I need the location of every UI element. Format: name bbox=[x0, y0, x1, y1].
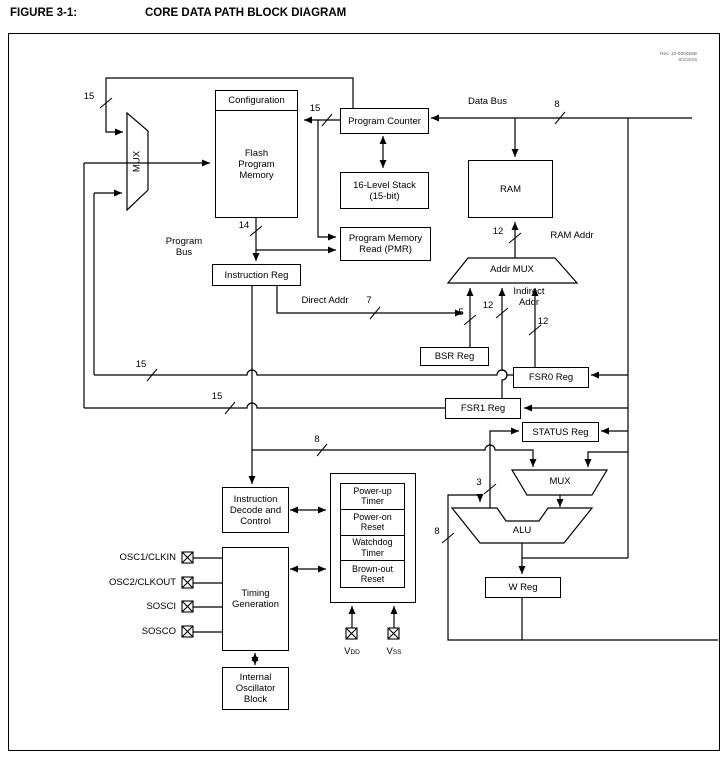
sosco-pin-icon bbox=[182, 626, 193, 637]
bus-width-fsr0-line: 15 bbox=[135, 359, 147, 370]
status-reg-block: STATUS Reg bbox=[522, 422, 599, 442]
brown-out-reset-cell: Brown-out Reset bbox=[351, 563, 394, 585]
direct-addr-label: Direct Addr bbox=[301, 295, 349, 306]
program-bus-label: Program Bus bbox=[165, 236, 203, 258]
bus-width-data-bus: 8 bbox=[554, 99, 560, 110]
instruction-decode-block: Instruction Decode and Control bbox=[222, 487, 289, 533]
vss-label: VSS bbox=[386, 646, 402, 657]
sosci-label: SOSCI bbox=[146, 601, 176, 612]
flash-program-memory-block: Flash Program Memory bbox=[215, 110, 298, 218]
bus-width-direct-addr: 7 bbox=[366, 295, 372, 306]
stack-block: 16-Level Stack (15-bit) bbox=[340, 172, 429, 209]
bus-width-bsr: 5 bbox=[458, 307, 464, 318]
watchdog-timer-cell: Watchdog Timer bbox=[341, 536, 404, 562]
indirect-addr-label: Indirect Addr bbox=[513, 286, 545, 308]
osc2-pin-icon bbox=[182, 577, 193, 588]
power-inner-block bbox=[340, 483, 405, 588]
fsr1-reg-block: FSR1 Reg bbox=[445, 398, 521, 419]
bus-width-wreg: 8 bbox=[434, 526, 440, 537]
osc2-clkout-label: OSC2/CLKOUT bbox=[108, 577, 176, 588]
osc1-pin-icon bbox=[182, 552, 193, 563]
pmr-block: Program Memory Read (PMR) bbox=[340, 227, 431, 261]
internal-oscillator-block: Internal Oscillator Block bbox=[222, 667, 289, 710]
ram-addr-label: RAM Addr bbox=[550, 230, 594, 241]
bus-width-pc-mux: 15 bbox=[83, 91, 95, 102]
configuration-block: Configuration bbox=[215, 90, 298, 111]
mux1-label: MUX bbox=[131, 150, 143, 173]
addr-mux-label: Addr MUX bbox=[490, 264, 534, 275]
bus-width-ram-addr: 12 bbox=[492, 226, 504, 237]
bus-width-fsr1-line: 15 bbox=[211, 391, 223, 402]
mux2-label: MUX bbox=[549, 476, 571, 487]
program-counter-block: Program Counter bbox=[340, 108, 429, 134]
bus-width-status-alu: 3 bbox=[476, 477, 482, 488]
vdd-pin-icon bbox=[346, 628, 357, 639]
ram-block: RAM bbox=[468, 160, 553, 218]
bus-width-pc-flash: 15 bbox=[309, 103, 321, 114]
vss-pin-icon bbox=[388, 628, 399, 639]
figure-title: CORE DATA PATH BLOCK DIAGRAM bbox=[145, 7, 347, 19]
data-bus-label: Data Bus bbox=[467, 96, 508, 107]
w-reg-block: W Reg bbox=[485, 577, 561, 598]
bus-width-fsr1-addrmux: 12 bbox=[482, 300, 494, 311]
bus-width-fsr0-addrmux: 12 bbox=[537, 316, 549, 327]
bsr-reg-block: BSR Reg bbox=[420, 347, 489, 366]
vdd-label: VDD bbox=[344, 646, 360, 657]
sosci-pin-icon bbox=[182, 601, 193, 612]
bus-width-flash-ir: 14 bbox=[238, 220, 250, 231]
timing-generation-block: Timing Generation bbox=[222, 547, 289, 651]
figure-label: FIGURE 3-1: bbox=[10, 7, 78, 19]
osc1-clkin-label: OSC1/CLKIN bbox=[119, 552, 176, 563]
revision-note: Rev. 10-000055B 8/2/2016 bbox=[659, 52, 697, 63]
bus-width-literal-8: 8 bbox=[314, 434, 320, 445]
sosco-label: SOSCO bbox=[141, 626, 176, 637]
alu-label: ALU bbox=[512, 525, 532, 536]
power-on-reset-cell: Power-on Reset bbox=[341, 510, 404, 536]
fsr0-reg-block: FSR0 Reg bbox=[513, 367, 589, 388]
instruction-reg-block: Instruction Reg bbox=[212, 264, 301, 286]
power-up-timer-cell: Power-up Timer bbox=[341, 484, 404, 510]
